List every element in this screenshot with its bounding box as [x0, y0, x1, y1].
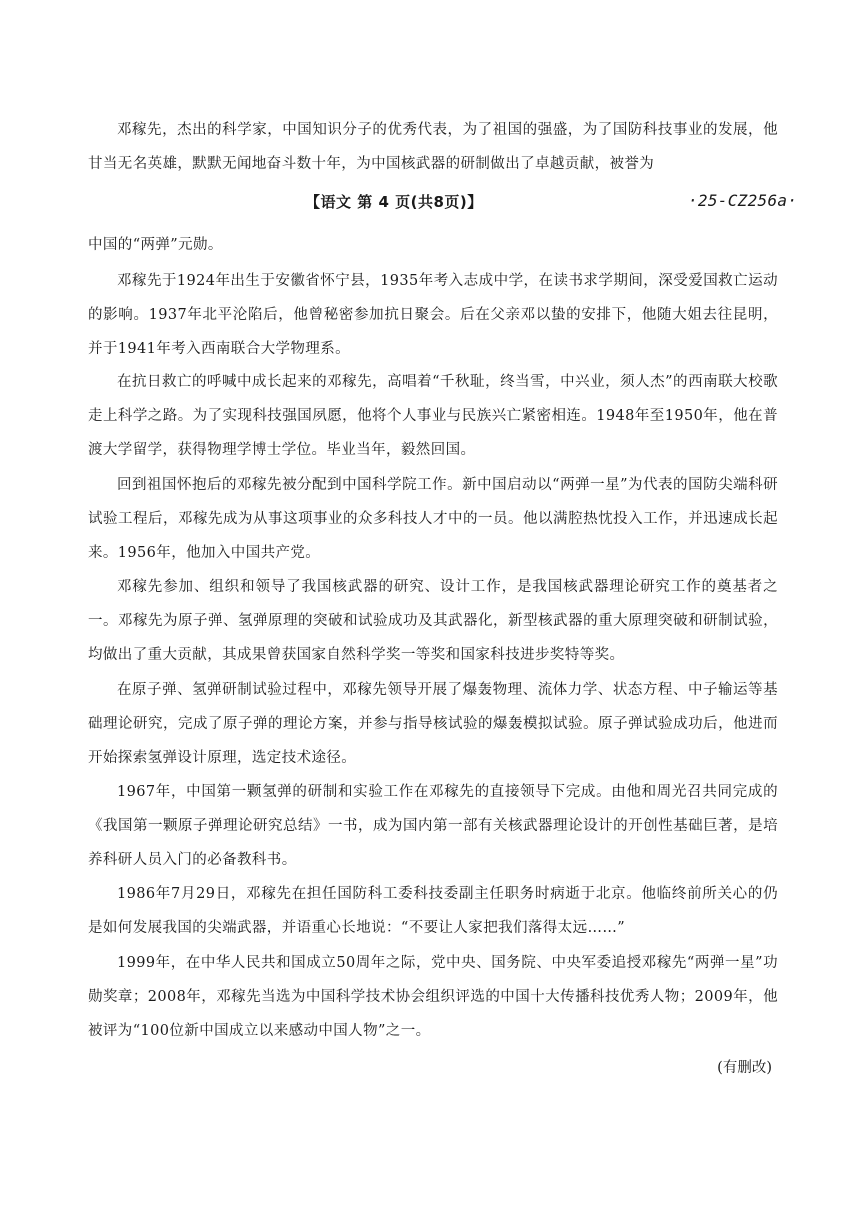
page-footer-label: 【语文 第 4 页(共8页)】 [305, 193, 483, 211]
source-note: (有删改) [717, 1060, 772, 1076]
paragraph-5: 在原子弹、氢弹研制试验过程中，邓稼先领导开展了爆轰物理、流体力学、状态方程、中子输运等基础理论研究，完成了原子弹的理论方案，并参与指导核试验的爆轰模拟试验。原子弹试验成功后，他进而开始探索氢弹设计原理，选定技术途径。 [88, 682, 778, 766]
page-footer-code: ·25-CZ256a· [688, 191, 798, 210]
intro-paragraph: 邓稼先，杰出的科学家，中国知识分子的优秀代表，为了祖国的强盛，为了国防科技事业的发展，他甘当无名英雄，默默无闻地奋斗数十年，为中国核武器的研制做出了卓越贡献，被誉为 [88, 122, 778, 172]
paragraph-8: 1999年，在中华人民共和国成立50周年之际，党中央、国务院、中央军委追授邓稼先“两弹一星”功勋奖章；2008年，邓稼先当选为中国科学技术协会组织评选的中国十大传播科技优秀人物；2009年，他被评为“100位新中国成立以来感动中国人物”之一。 [88, 955, 778, 1039]
paragraph-2: 在抗日救亡的呼喊中成长起来的邓稼先，高唱着“千秋耻，终当雪，中兴业，须人杰”的西南联大校歌走上科学之路。为了实现科技强国夙愿，他将个人事业与民族兴亡紧密相连。1948年至1950年，他在普渡大学留学，获得物理学博士学位。毕业当年，毅然回国。 [88, 374, 778, 458]
paragraph-6: 1967年，中国第一颗氢弹的研制和实验工作在邓稼先的直接领导下完成。由他和周光召共同完成的《我国第一颗原子弹理论研究总结》一书，成为国内第一部有关核武器理论设计的开创性基础巨著，是培养科研人员入门的必备教科书。 [88, 784, 778, 868]
paragraph-4: 邓稼先参加、组织和领导了我国核武器的研究、设计工作，是我国核武器理论研究工作的奠基者之一。邓稼先为原子弹、氢弹原理的突破和试验成功及其武器化，新型核武器的重大原理突破和研制试验，均做出了重大贡献，其成果曾获国家自然科学奖一等奖和国家科技进步奖特等奖。 [88, 579, 778, 663]
paragraph-3: 回到祖国怀抱后的邓稼先被分配到中国科学院工作。新中国启动以“两弹一星”为代表的国防尖端科研试验工程后，邓稼先成为从事这项事业的众多科技人才中的一员。他以满腔热忱投入工作，并迅速成长起来。1956年，他加入中国共产党。 [88, 477, 778, 561]
continuation-line: 中国的“两弹”元勋。 [88, 237, 223, 253]
paragraph-7: 1986年7月29日，邓稼先在担任国防科工委科技委副主任职务时病逝于北京。他临终前所关心的仍是如何发展我国的尖端武器，并语重心长地说：“不要让人家把我们落得太远……” [88, 886, 778, 936]
paragraph-1: 邓稼先于1924年出生于安徽省怀宁县，1935年考入志成中学，在读书求学期间，深受爱国救亡运动的影响。1937年北平沦陷后，他曾秘密参加抗日聚会。后在父亲邓以蛰的安排下，他随大姐去往昆明，并于1941年考入西南联合大学物理系。 [88, 273, 778, 357]
